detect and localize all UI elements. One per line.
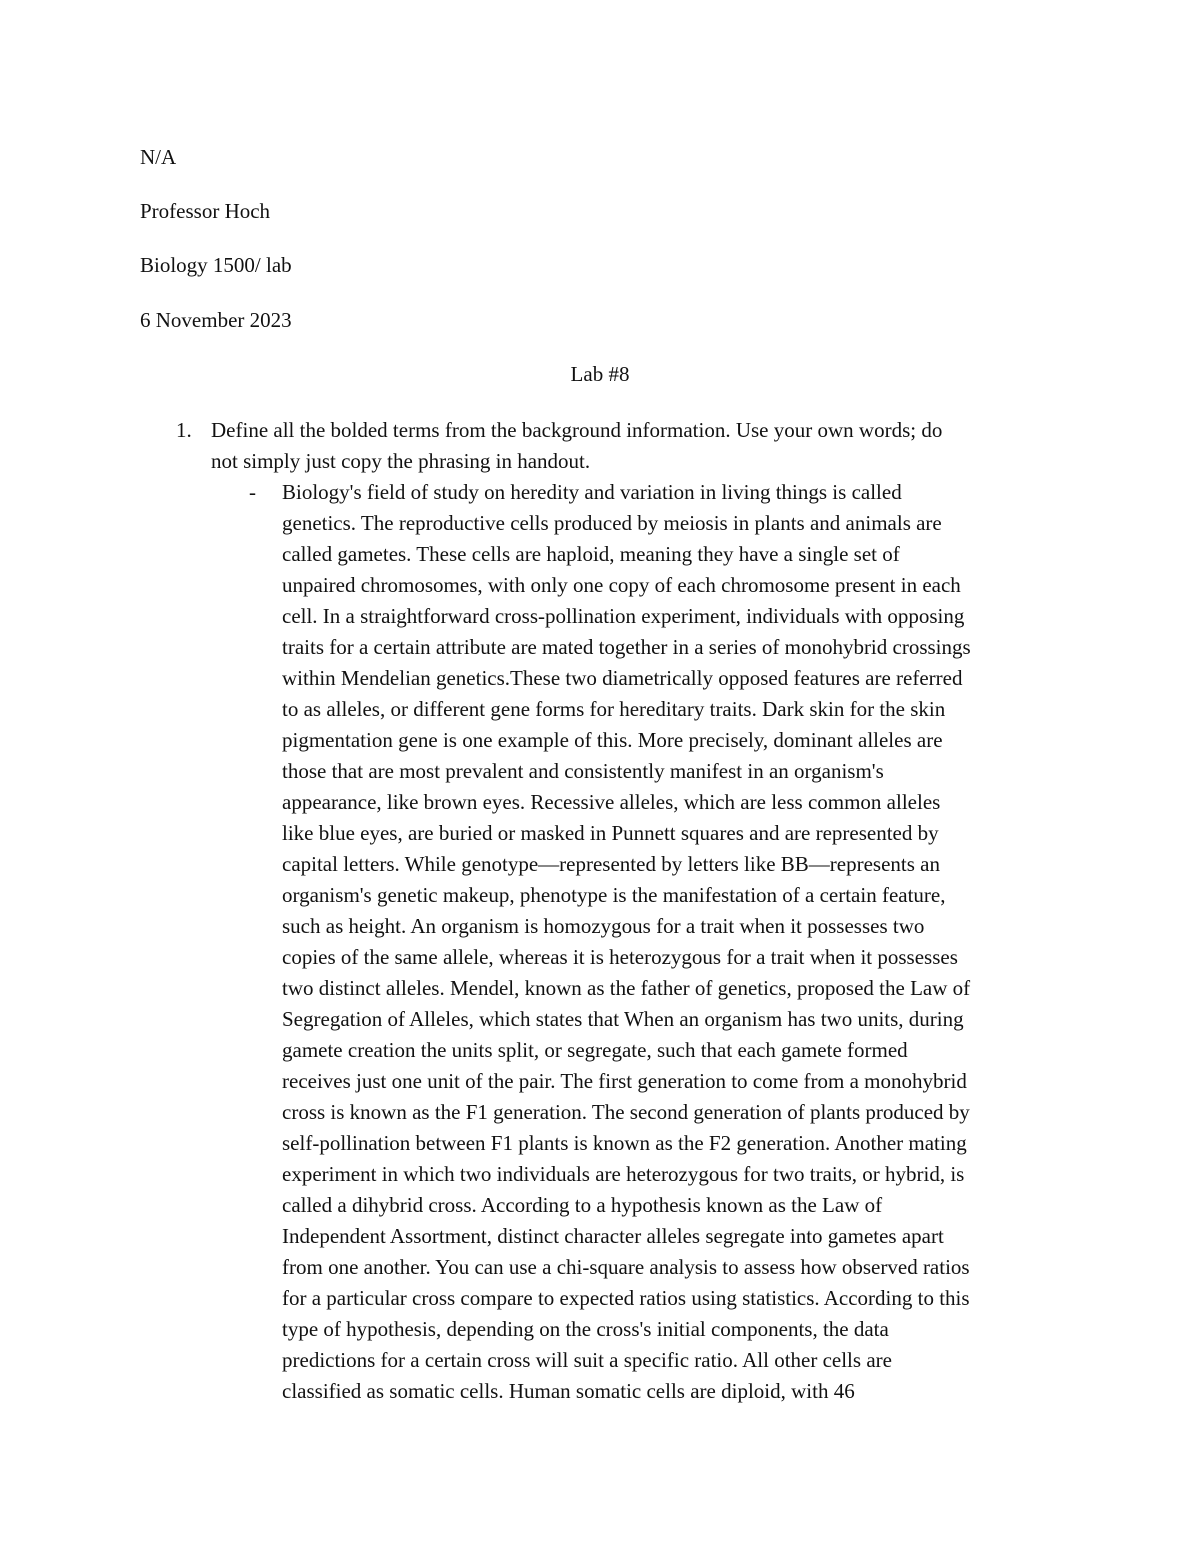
- answer-line: unpaired chromosomes, with only one copy of each chromosome present in each: [282, 573, 961, 597]
- answer-line: two distinct alleles. Mendel, known as the father of genetics, proposed the Law of: [282, 976, 971, 1000]
- answer-line: like blue eyes, are buried or masked in Punnett squares and are represented by: [282, 821, 939, 845]
- document-title: Lab #8: [570, 362, 630, 386]
- answer-line: receives just one unit of the pair. The first generation to come from a monohybrid: [282, 1069, 967, 1093]
- answer-line: Biology's field of study on heredity and variation in living things is called: [282, 480, 902, 504]
- answer-bullet: -: [249, 480, 256, 504]
- answer-line: pigmentation gene is one example of this. More precisely, dominant alleles are: [282, 728, 943, 752]
- answer-line: for a particular cross compare to expected ratios using statistics. According to this: [282, 1286, 970, 1310]
- question-text: [211, 415, 1071, 477]
- answer-line: predictions for a certain cross will suit a specific ratio. All other cells are: [282, 1348, 892, 1372]
- answer-line: classified as somatic cells. Human somatic cells are diploid, with 46: [282, 1379, 855, 1403]
- course-name: Biology 1500/ lab: [140, 253, 292, 277]
- answer-line: genetics. The reproductive cells produced by meiosis in plants and animals are: [282, 511, 942, 535]
- answer-line: cell. In a straightforward cross-pollination experiment, individuals with opposing: [282, 604, 965, 628]
- answer-line: Segregation of Alleles, which states that When an organism has two units, during: [282, 1007, 964, 1031]
- answer-line: Independent Assortment, distinct character alleles segregate into gametes apart: [282, 1224, 944, 1248]
- answer-line: within Mendelian genetics.These two diametrically opposed features are referred: [282, 666, 963, 690]
- professor-name: Professor Hoch: [140, 199, 271, 223]
- question-number: 1.: [176, 418, 192, 442]
- submission-date: 6 November 2023: [140, 308, 292, 332]
- answer-line: to as alleles, or different gene forms for hereditary traits. Dark skin for the skin: [282, 697, 946, 721]
- answer-line: such as height. An organism is homozygous for a trait when it possesses two: [282, 914, 925, 938]
- answer-line: traits for a certain attribute are mated together in a series of monohybrid crossings: [282, 635, 971, 659]
- answer-line: copies of the same allele, whereas it is heterozygous for a trait when it possesses: [282, 945, 958, 969]
- answer-line: experiment in which two individuals are heterozygous for two traits, or hybrid, is: [282, 1162, 965, 1186]
- answer-line: from one another. You can use a chi-square analysis to assess how observed ratios: [282, 1255, 970, 1279]
- answer-line: called gametes. These cells are haploid, meaning they have a single set of: [282, 542, 900, 566]
- answer-line: capital letters. While genotype—represented by letters like BB—represents an: [282, 852, 940, 876]
- question-line: not simply just copy the phrasing in handout.: [211, 449, 591, 473]
- answer-line: called a dihybrid cross. According to a hypothesis known as the Law of: [282, 1193, 883, 1217]
- answer-line: self-pollination between F1 plants is known as the F2 generation. Another mating: [282, 1131, 967, 1155]
- answer-line: type of hypothesis, depending on the cross's initial components, the data: [282, 1317, 889, 1341]
- answer-line: those that are most prevalent and consistently manifest in an organism's: [282, 759, 884, 783]
- answer-paragraph: [282, 477, 1082, 1407]
- answer-line: organism's genetic makeup, phenotype is the manifestation of a certain feature,: [282, 883, 946, 907]
- student-name: N/A: [140, 145, 177, 169]
- answer-line: cross is known as the F1 generation. The second generation of plants produced by: [282, 1100, 970, 1124]
- question-line: Define all the bolded terms from the background information. Use your own words; do: [211, 418, 943, 442]
- answer-line: appearance, like brown eyes. Recessive alleles, which are less common alleles: [282, 790, 941, 814]
- answer-line: gamete creation the units split, or segregate, such that each gamete formed: [282, 1038, 908, 1062]
